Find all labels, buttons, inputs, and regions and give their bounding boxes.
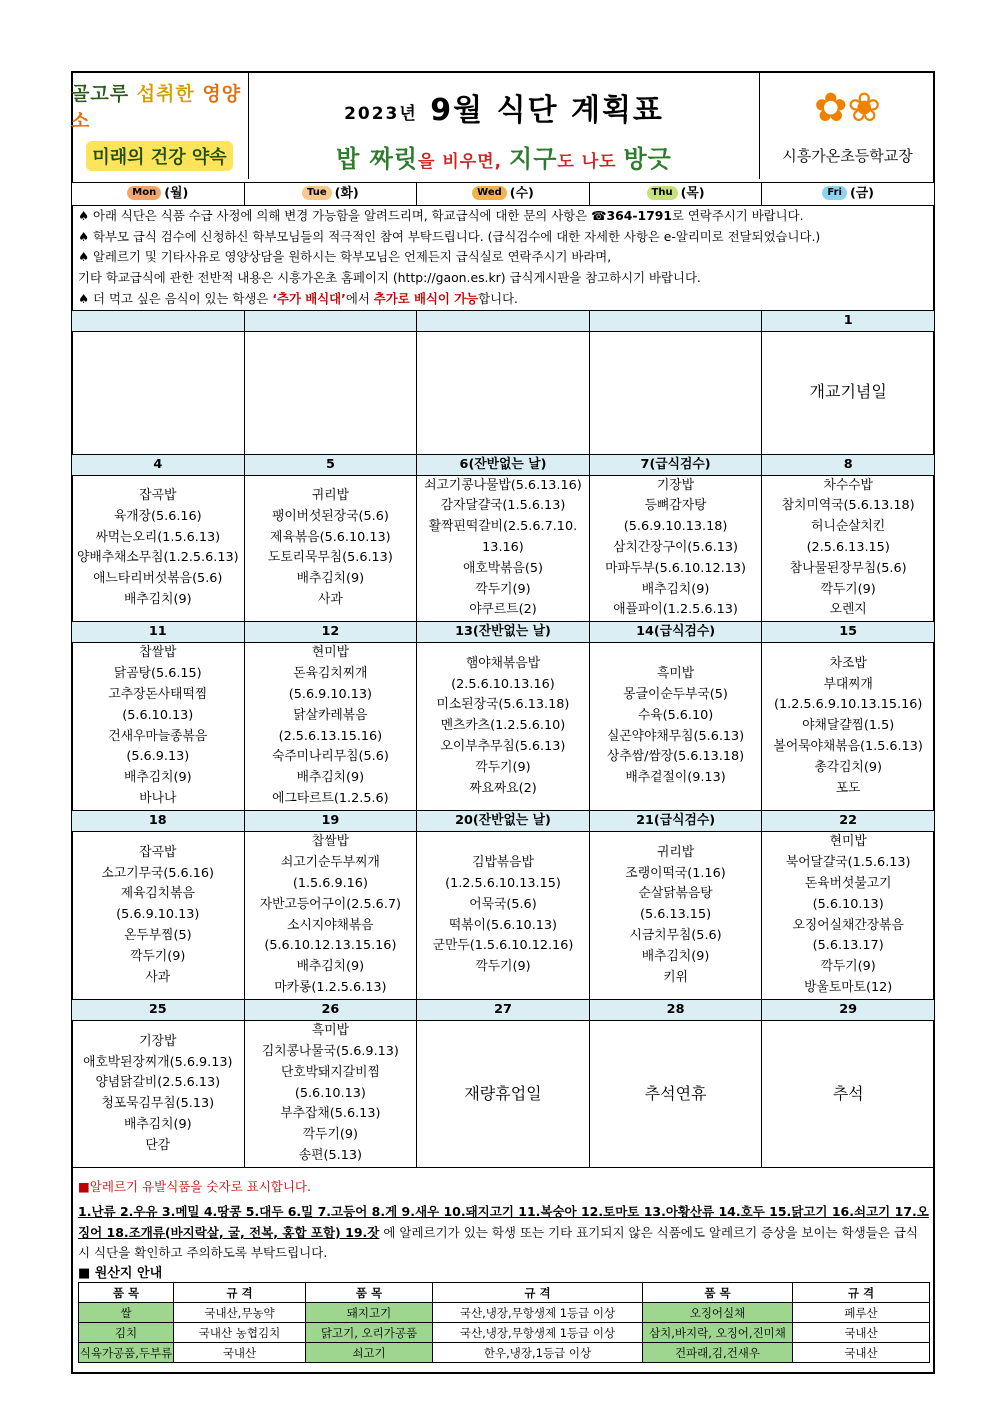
menu-item: 배추김치(9): [124, 1116, 192, 1132]
menu-item: 사과: [145, 969, 171, 985]
menu-table: [71, 182, 935, 1168]
menu-item: 짜요짜요(2): [469, 780, 537, 796]
notice-emphasis: 추가로 배식이 가능: [373, 290, 479, 306]
menu-item: 차수수밥: [823, 477, 873, 493]
origin-header: 품 목: [643, 1283, 793, 1303]
origin-header: 품 목: [306, 1283, 433, 1303]
menu-item: 깍두기(9): [475, 959, 531, 975]
menu-cell: [762, 832, 935, 1000]
date-row: [72, 454, 935, 475]
origin-item: 닭고기, 오리가공품: [306, 1323, 433, 1343]
allergy-info: [78, 1177, 930, 1264]
menu-item: 깍두기(9): [475, 581, 531, 597]
menu-item: 참나물된장무침(5.6): [789, 560, 907, 576]
menu-cell: [762, 643, 935, 811]
menu-item: 멘츠카츠(1.2.5.6.10): [440, 718, 566, 734]
date-cell: 26: [244, 1000, 417, 1021]
origin-row: [79, 1343, 930, 1363]
origin-spec: 국내산: [793, 1323, 930, 1343]
notice-cell: [72, 206, 935, 311]
menu-cell: [244, 331, 417, 454]
menu-item: 고추장돈사태떡찜: [108, 687, 208, 702]
day-label: (목): [680, 185, 705, 201]
notice-text: 기타 학교급식에 관한 전반적 내용은 시흥가온초 홈페이지 (http://gaon.es.kr) 급식게시판을 참고하시기 바랍니다.: [78, 270, 701, 286]
date-cell: 11: [72, 622, 245, 643]
menu-item: 현미밥: [311, 645, 349, 661]
menu-item: (1.2.5.6.9.10.13.15.16): [774, 697, 923, 713]
date-cell: 21(급식검수): [589, 811, 762, 832]
menu-item: 사과: [318, 591, 343, 607]
menu-cell: [72, 475, 245, 622]
menu-item: 부추잡채(5.6.13): [280, 1106, 381, 1122]
menu-item: 볼어묵야채볶음(1.5.6.13): [773, 738, 923, 754]
origin-item: 김치: [79, 1323, 174, 1343]
menu-item: (5.6.9.13): [126, 749, 190, 765]
menu-item: 깍두기(9): [820, 581, 876, 597]
menu-cell: [244, 643, 417, 811]
menu-item: 몽글이순두부국(5): [623, 687, 728, 702]
menu-item: 찹쌀밥: [139, 645, 177, 661]
menu-item: 어묵국(5.6): [469, 896, 537, 912]
origin-title: ■ 원산지 안내: [78, 1266, 163, 1281]
menu-cell: [762, 475, 935, 622]
menu-row: [72, 1021, 935, 1168]
menu-item: 애호박볶음(5): [463, 560, 543, 576]
menu-item: 잡곡밥: [139, 487, 177, 503]
menu-item: 배추김치(9): [641, 948, 710, 964]
menu-item: 쇠고기순두부찌개: [280, 855, 380, 871]
menu-item: 닭곰탕(5.6.15): [113, 666, 202, 682]
date-cell: 25: [72, 1000, 245, 1021]
menu-item: 총각김치(9): [814, 759, 882, 775]
menu-cell: [417, 475, 590, 622]
menu-item: 기장밥: [657, 477, 695, 493]
menu-item: 소시지야채볶음: [287, 917, 374, 933]
menu-item: 키위: [663, 969, 688, 985]
menu-item: 에그타르트(1.2.5.6): [272, 790, 389, 806]
menu-item: 미소된장국(5.6.13.18): [436, 697, 570, 713]
date-cell: 8: [762, 454, 935, 475]
logo-line2: 미래의 건강 약속: [86, 141, 232, 171]
menu-item: 야쿠르트(2): [469, 602, 537, 618]
origin-item: 건파래,김,건새우: [643, 1343, 793, 1363]
menu-item: 팽이버섯된장국(5.6): [271, 508, 389, 524]
menu-item: 자반고등어구이(2.5.6.7): [259, 896, 402, 912]
menu-item: 배추김치(9): [124, 591, 192, 607]
origin-spec: 국산,냉장,무항생제 1등급 이상: [433, 1323, 643, 1343]
origin-row: [79, 1323, 930, 1343]
day-header-0: [72, 183, 245, 206]
menu-item: 김치콩나물국(5.6.9.13): [261, 1044, 399, 1060]
day-header-2: [417, 183, 590, 206]
menu-item: 참치미역국(5.6.13.18): [781, 498, 915, 514]
menu-item: 제육볶음(5.6.10.13): [270, 529, 391, 545]
menu-item: 감자달걀국(1.5.6.13): [440, 498, 566, 514]
origin-item: 쌀: [79, 1303, 174, 1323]
date-cell: 28: [589, 1000, 762, 1021]
menu-item: 김밥볶음밥: [472, 855, 534, 871]
origin-header: 품 목: [79, 1283, 174, 1303]
menu-item: 햄야채볶음밥: [465, 655, 541, 671]
menu-item: 깍두기(9): [820, 959, 876, 975]
menu-item: 송편(5.13): [298, 1148, 362, 1164]
origin-table: [78, 1282, 930, 1363]
notice-text: 로 연락주시기 바랍니다.: [672, 208, 804, 223]
notice-emphasis: ☎364-1791: [591, 208, 672, 223]
menu-holiday: 추석연휴: [644, 1083, 707, 1103]
menu-item: (1.5.6.9.16): [292, 876, 368, 891]
menu-item: 조랭이떡국(1.16): [625, 865, 726, 881]
menu-item: (2.5.6.13.15): [806, 539, 890, 555]
menu-item: 애호박된장찌개(5.6.9.13): [83, 1054, 233, 1070]
allergy-rest: 에 알레르기가 있는 학생 또는 기타 표기되지 않은 식품에도 알레르기 증상을 보이는 학생들은 급식 시 식단을 확인하고 주의하도록 부탁드립니다.: [78, 1224, 918, 1261]
menu-item: (2.5.6.10.13.16): [451, 676, 555, 692]
origin-item: 돼지고기: [306, 1303, 433, 1323]
menu-item: 마카롱(1.2.5.6.13): [274, 979, 387, 995]
day-header-4: [762, 183, 935, 206]
menu-cell: [589, 475, 762, 622]
menu-cell: [589, 643, 762, 811]
menu-cell: [72, 832, 245, 1000]
menu-cell: [589, 331, 762, 454]
menu-item: 깍두기(9): [475, 759, 531, 775]
menu-cell: [762, 1021, 935, 1168]
date-cell: [589, 310, 762, 331]
menu-item: 깍두기(9): [130, 948, 186, 964]
menu-row: [72, 331, 935, 454]
menu-item: 오징어실채간장볶음: [792, 917, 904, 933]
menu-item: 애느타리버섯볶음(5.6): [93, 571, 223, 587]
allergy-list: 1.난류 2.우유 3.메밀 4.땅콩 5.대두 6.밀 7.고등어 8.게 9.새우 10.돼지고기 11.복숭아 12.토마토 13.아황산류 14.호두 15.닭고기 16.쇠고기 17.오징어 18.조개류(바지락살, 굴, 전복, 홍합 포함) 19.잣: [78, 1203, 929, 1240]
menu-item: 쇠고기콩나물밥(5.6.13.16): [424, 477, 582, 493]
menu-item: 13.16): [482, 539, 524, 555]
day-badge: Wed: [472, 186, 507, 200]
menu-item: 순살닭볶음탕: [638, 886, 713, 902]
date-cell: 14(급식검수): [589, 622, 762, 643]
date-cell: 20(잔반없는 날): [417, 811, 590, 832]
menu-cell: [72, 331, 245, 454]
allergy-text: [78, 1202, 930, 1264]
school-area: [760, 71, 935, 179]
menu-cell: [417, 832, 590, 1000]
menu-item: 숙주미나리무침(5.6): [271, 749, 389, 765]
menu-item: 떡볶이(5.6.10.13): [448, 917, 558, 933]
origin-header-row: [79, 1283, 930, 1303]
menu-cell: [417, 1021, 590, 1168]
date-cell: 27: [417, 1000, 590, 1021]
menu-item: 양배추채소무침(1.2.5.6.13): [76, 550, 239, 566]
menu-holiday: 추석: [832, 1083, 864, 1103]
notice-text: ♠ 아래 식단은 식품 수급 사정에 의해 변경 가능함을 알려드리며, 학교급식에 대한 문의 사항은: [78, 208, 592, 223]
menu-item: 닭살카레볶음: [293, 707, 368, 723]
date-row: [72, 1000, 935, 1021]
menu-item: (1.2.5.6.10.13.15): [445, 876, 561, 891]
date-cell: 19: [244, 811, 417, 832]
day-badge: Mon: [127, 186, 161, 200]
date-cell: 7(급식검수): [589, 454, 762, 475]
menu-item: (5.6.13.17): [812, 938, 884, 954]
menu-item: 야채달걀찜(1.5): [802, 718, 895, 734]
notice-line: [78, 289, 928, 310]
menu-cell: [417, 331, 590, 454]
origin-item: 오징어실채: [643, 1303, 793, 1323]
day-badge: Tue: [302, 186, 332, 200]
title-area: [249, 71, 760, 179]
origin-row: [79, 1303, 930, 1323]
menu-item: 현미밥: [829, 834, 867, 850]
day-label: (월): [164, 185, 189, 201]
date-cell: 1: [762, 310, 935, 331]
logo-line1: 골고루 섭취한 영양소: [71, 83, 242, 132]
menu-item: 삼치간장구이(5.6.13): [613, 539, 738, 555]
day-header-3: [589, 183, 762, 206]
notice-row: [72, 206, 935, 311]
day-label: (화): [334, 185, 359, 201]
menu-item: (5.6.9.10.13): [288, 687, 373, 702]
nutrition-logo: [71, 71, 249, 179]
menu-item: 깍두기(9): [302, 1127, 358, 1143]
menu-item: (5.6.9.10.13.18): [623, 519, 728, 535]
date-cell: 22: [762, 811, 935, 832]
menu-row: [72, 475, 935, 622]
menu-cell: [244, 1021, 417, 1168]
date-cell: 6(잔반없는 날): [417, 454, 590, 475]
menu-item: 흑미밥: [311, 1023, 349, 1039]
menu-row: [72, 832, 935, 1000]
day-label: (수): [509, 185, 534, 201]
notice-text: ♠ 알레르기 및 기타사유로 영양상담을 원하시는 학부모님은 언제든지 급식실로 연락주시기 바라며,: [78, 249, 612, 265]
menu-holiday: 재량휴업일: [464, 1083, 542, 1103]
day-header-row: [72, 183, 935, 206]
day-label: (금): [849, 185, 874, 201]
allergy-heading: ■알레르기 유발식품을 숫자로 표시합니다.: [78, 1179, 311, 1194]
origin-spec: 국내산: [174, 1343, 306, 1363]
day-badge: Thu: [647, 186, 678, 200]
date-cell: 12: [244, 622, 417, 643]
menu-cell: [72, 643, 245, 811]
origin-header: 규 격: [793, 1283, 930, 1303]
menu-item: 애플파이(1.2.5.6.13): [613, 602, 738, 618]
menu-item: 배추김치(9): [296, 770, 365, 786]
menu-item: 단감: [145, 1137, 171, 1153]
menu-item: 온두부찜(5): [124, 927, 192, 943]
menu-item: 실곤약야채무침(5.6.13): [606, 728, 745, 744]
menu-cell: [72, 1021, 245, 1168]
menu-item: 소고기무국(5.6.16): [101, 865, 215, 881]
menu-item: 제육김치볶음: [120, 886, 195, 902]
menu-item: 귀리밥: [657, 844, 695, 860]
menu-item: (5.6.10.13): [122, 707, 194, 723]
notice-emphasis: ‘추가 배식대’: [272, 290, 346, 306]
menu-item: 싸먹는오리(1.5.6.13): [95, 529, 221, 545]
menu-item: 돈육김치찌개: [293, 666, 368, 682]
origin-spec: 국내산: [793, 1343, 930, 1363]
menu-item: 배추겉절이(9.13): [625, 770, 726, 786]
origin-spec: 국내산,무농약: [174, 1303, 306, 1323]
menu-item: 군만두(1.5.6.10.12.16): [432, 938, 574, 954]
notice-line: [78, 227, 928, 248]
menu-holiday: 개교기념일: [809, 382, 887, 402]
notice-text: 합니다.: [478, 290, 518, 306]
menu-item: 차조밥: [829, 655, 867, 671]
menu-cell: [589, 1021, 762, 1168]
menu-item: 육개장(5.6.16): [113, 508, 202, 524]
date-cell: 5: [244, 454, 417, 475]
flower-icon: ✿❀: [813, 85, 882, 131]
menu-item: (5.6.13.15): [640, 907, 712, 923]
date-cell: 29: [762, 1000, 935, 1021]
menu-item: 도토리묵무침(5.6.13): [267, 550, 393, 566]
menu-item: 허니순살치킨: [811, 519, 886, 535]
notice-text: ♠ 학부모 급식 검수에 신청하신 학부모님들의 적극적인 참여 부탁드립니다. (급식검수에 대한 자세한 사항은 e-알리미로 전달되었습니다.): [78, 228, 821, 244]
school-name: 시흥가온초등학교장: [782, 147, 913, 165]
menu-item: 배추김치(9): [641, 581, 710, 597]
menu-item: 잡곡밥: [139, 844, 177, 860]
date-cell: 18: [72, 811, 245, 832]
menu-item: 찹쌀밥: [311, 834, 349, 850]
menu-item: (2.5.6.13.15.16): [278, 728, 383, 744]
menu-item: 포도: [835, 780, 861, 796]
origin-spec: 페루산: [793, 1303, 930, 1323]
menu-cell: [589, 832, 762, 1000]
menu-item: 배추김치(9): [296, 571, 365, 587]
menu-item: 돈육버섯불고기: [804, 876, 892, 891]
origin-spec: 한우,냉장,1등급 이상: [433, 1343, 643, 1363]
menu-item: 활짝핀떡갈비(2.5.6.7.10.: [428, 519, 578, 535]
origin-header: 규 격: [174, 1283, 306, 1303]
menu-item: 수육(5.6.10): [637, 707, 714, 723]
menu-item: 단호박돼지갈비찜: [280, 1064, 380, 1080]
menu-cell: [244, 475, 417, 622]
menu-item: 배추김치(9): [296, 959, 365, 975]
date-cell: 4: [72, 454, 245, 475]
notice-text: 에서: [345, 290, 374, 306]
date-cell: 13(잔반없는 날): [417, 622, 590, 643]
menu-item: 흑미밥: [657, 666, 695, 682]
menu-item: 양념닭갈비(2.5.6.13): [95, 1075, 221, 1091]
menu-item: 바나나: [139, 790, 177, 806]
menu-row: [72, 643, 935, 811]
day-header-1: [244, 183, 417, 206]
day-badge: Fri: [822, 186, 847, 200]
date-cell: [72, 310, 245, 331]
menu-item: 부대찌개: [823, 676, 873, 692]
menu-item: 북어달걀국(1.5.6.13): [785, 855, 911, 871]
date-row: [72, 811, 935, 832]
title-text: 9월 식단 계획표: [430, 93, 664, 128]
date-cell: [244, 310, 417, 331]
menu-item: (5.6.10.13): [294, 1085, 366, 1101]
origin-item: 삼치,바지락, 오징어,진미채: [643, 1323, 793, 1343]
menu-item: 청포묵김무침(5.13): [101, 1096, 215, 1112]
slogan: 밥 짜릿을 비우면, 지구도 나도 방긋: [336, 145, 672, 173]
menu-cell: [244, 832, 417, 1000]
date-row: [72, 622, 935, 643]
origin-item: 쇠고기: [306, 1343, 433, 1363]
menu-item: 방울토마토(12): [804, 979, 893, 995]
menu-item: (5.6.10.12.13.15.16): [264, 938, 397, 954]
notice-line: [78, 268, 928, 289]
menu-item: 오이부추무침(5.6.13): [440, 738, 566, 754]
menu-item: 마파두부(5.6.10.12.13): [605, 560, 746, 576]
menu-cell: [762, 331, 935, 454]
menu-item: 상추쌈/쌈장(5.6.13.18): [606, 749, 745, 765]
menu-item: (5.6.10.13): [812, 896, 884, 912]
menu-item: 오렌지: [829, 602, 867, 618]
menu-item: (5.6.9.10.13): [116, 907, 200, 923]
menu-item: 배추김치(9): [124, 770, 192, 786]
date-cell: [417, 310, 590, 331]
origin-spec: 국산,냉장,무항생제 1등급 이상: [433, 1303, 643, 1323]
notice-line: [78, 247, 928, 268]
notice-line: [78, 206, 928, 227]
origin-header: 규 격: [433, 1283, 643, 1303]
title-year: 2023년: [344, 104, 418, 124]
menu-cell: [417, 643, 590, 811]
origin-item: 식육가공품,두부류: [79, 1343, 174, 1363]
menu-item: 기장밥: [139, 1033, 177, 1049]
menu-item: 건새우마늘종볶음: [108, 728, 208, 744]
menu-item: 귀리밥: [311, 487, 349, 503]
page-title: [249, 85, 759, 129]
notice-text: ♠ 더 먹고 싶은 음식이 있는 학생은: [78, 290, 273, 306]
origin-spec: 국내산 농협김치: [174, 1323, 306, 1343]
menu-item: 등뼈감자탕: [644, 498, 707, 514]
date-cell: 15: [762, 622, 935, 643]
header: [71, 71, 935, 179]
date-row: [72, 310, 935, 331]
menu-item: 시금치무침(5.6): [629, 927, 722, 943]
